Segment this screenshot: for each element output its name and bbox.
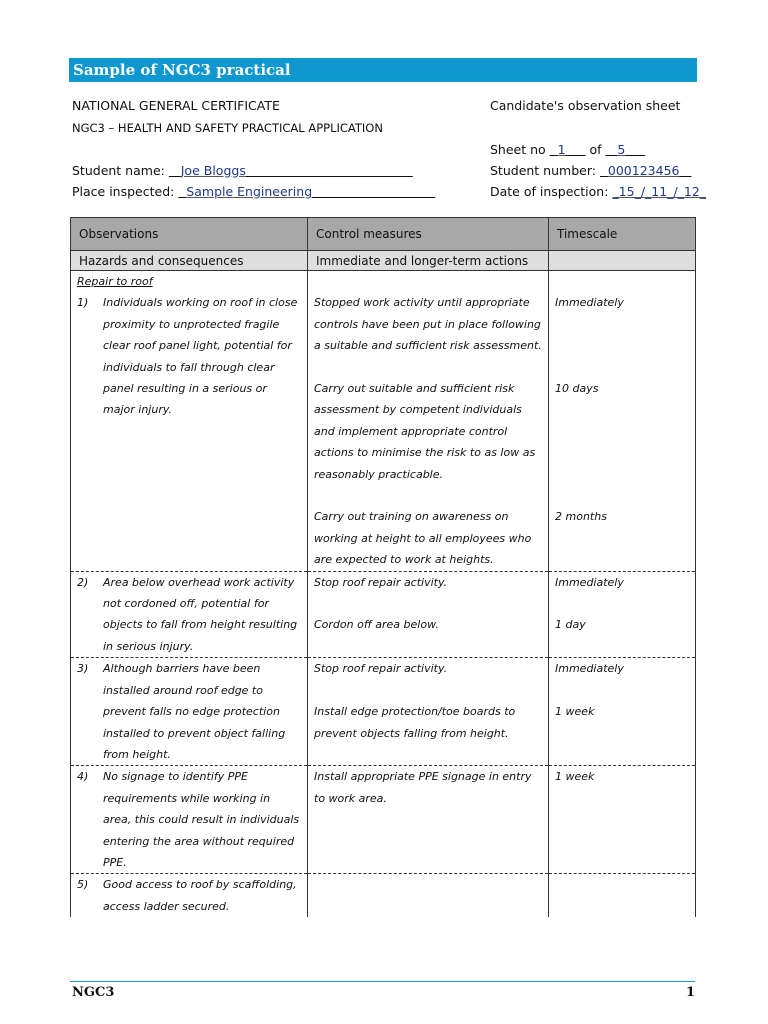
control-measure: Stop roof repair activity. xyxy=(314,662,448,676)
item-number: 4) xyxy=(77,770,89,784)
header-timescale: Timescale xyxy=(549,218,696,251)
student-name-label: Student name: xyxy=(72,163,165,178)
control-measure: Install appropriate PPE signage in entry to work area. xyxy=(314,770,532,805)
cert-title: NATIONAL GENERAL CERTIFICATE xyxy=(72,98,280,113)
table-row xyxy=(71,571,696,658)
student-number-line xyxy=(490,163,691,178)
table-row xyxy=(71,874,696,917)
timescale-value: Immediately xyxy=(555,296,624,310)
observation-text: Although barriers have been installed around roof edge to prevent falls no edge protection installed to prevent object falling from height. xyxy=(103,662,286,761)
sheet-number-line xyxy=(490,142,645,157)
sheet-no-value: 1 xyxy=(557,142,566,157)
date-label: Date of inspection: xyxy=(490,184,609,199)
control-measure: Carry out training on awareness on working at height to all employees who are expected to work at heights. xyxy=(314,510,532,567)
date-value: _15_/_11_/_12_ xyxy=(612,184,707,199)
sheet-no-label: Sheet no xyxy=(490,142,546,157)
timescale-value: 1 day xyxy=(555,618,586,632)
place-label: Place inspected: xyxy=(72,184,175,199)
document-banner: Sample of NGC3 practical xyxy=(69,58,697,82)
date-line xyxy=(490,184,706,199)
of-label: of xyxy=(589,142,602,157)
table-header-row xyxy=(71,218,696,251)
control-measure: Stopped work activity until appropriate controls have been put in place following a suitable and sufficient risk assessment. xyxy=(314,296,542,353)
table-subheader-row xyxy=(71,251,696,271)
place-line xyxy=(72,184,435,199)
observation-text: Good access to roof by scaffolding, access ladder secured. xyxy=(103,878,297,913)
student-number-value: 000123456 xyxy=(607,163,680,178)
page-number: 1 xyxy=(686,985,696,1000)
student-name-value: Joe Bloggs xyxy=(180,163,246,178)
student-name-line xyxy=(72,163,413,178)
place-value: Sample Engineering xyxy=(186,184,313,199)
footer-title: NGC3 xyxy=(72,985,115,1000)
control-measure: Cordon off area below. xyxy=(314,618,439,632)
footer-divider xyxy=(70,981,695,982)
observation-text: Individuals working on roof in close proximity to unprotected fragile clear roof panel light, potential for individuals to fall through clear panel resulting in a serious or major injury. xyxy=(103,296,298,417)
item-number: 3) xyxy=(77,662,89,676)
student-number-label: Student number: xyxy=(490,163,596,178)
timescale-value: 2 months xyxy=(555,510,607,524)
item-number: 5) xyxy=(77,878,89,892)
sheet-total-value: 5 xyxy=(617,142,626,157)
item-number: 2) xyxy=(77,575,89,589)
subheader-hazards: Hazards and consequences xyxy=(71,251,308,271)
section-title: Repair to roof xyxy=(77,275,153,288)
timescale-value: 1 week xyxy=(555,770,595,784)
control-measure: Stop roof repair activity. xyxy=(314,575,448,589)
observation-table xyxy=(70,217,696,917)
table-row xyxy=(71,658,696,766)
timescale-value: Immediately xyxy=(555,662,624,676)
table-row xyxy=(71,292,696,571)
control-measure: Install edge protection/toe boards to prevent objects falling from height. xyxy=(314,705,516,740)
observation-text: Area below overhead work activity not cordoned off, potential for objects to fall from height resulting in serious injury. xyxy=(103,575,298,653)
observation-text: No signage to identify PPE requirements while working in area, this could result in individuals entering the area without required PPE. xyxy=(103,770,300,869)
timescale-value: Immediately xyxy=(555,575,624,589)
subheader-empty xyxy=(549,251,696,271)
sheet-title: Candidate's observation sheet xyxy=(490,98,681,113)
cert-subtitle: NGC3 – HEALTH AND SAFETY PRACTICAL APPLICATION xyxy=(72,121,383,135)
timescale-value: 10 days xyxy=(555,382,599,396)
item-number: 1) xyxy=(77,296,89,310)
section-row xyxy=(71,271,696,293)
timescale-value: 1 week xyxy=(555,705,595,719)
header-observations: Observations xyxy=(71,218,308,251)
control-measure: Carry out suitable and sufficient risk assessment by competent individuals and implement appropriate control actions to minimise the risk to as low as reasonably practicable. xyxy=(314,382,536,481)
table-row xyxy=(71,766,696,874)
header-control-measures: Control measures xyxy=(308,218,549,251)
subheader-actions: Immediate and longer-term actions xyxy=(308,251,549,271)
